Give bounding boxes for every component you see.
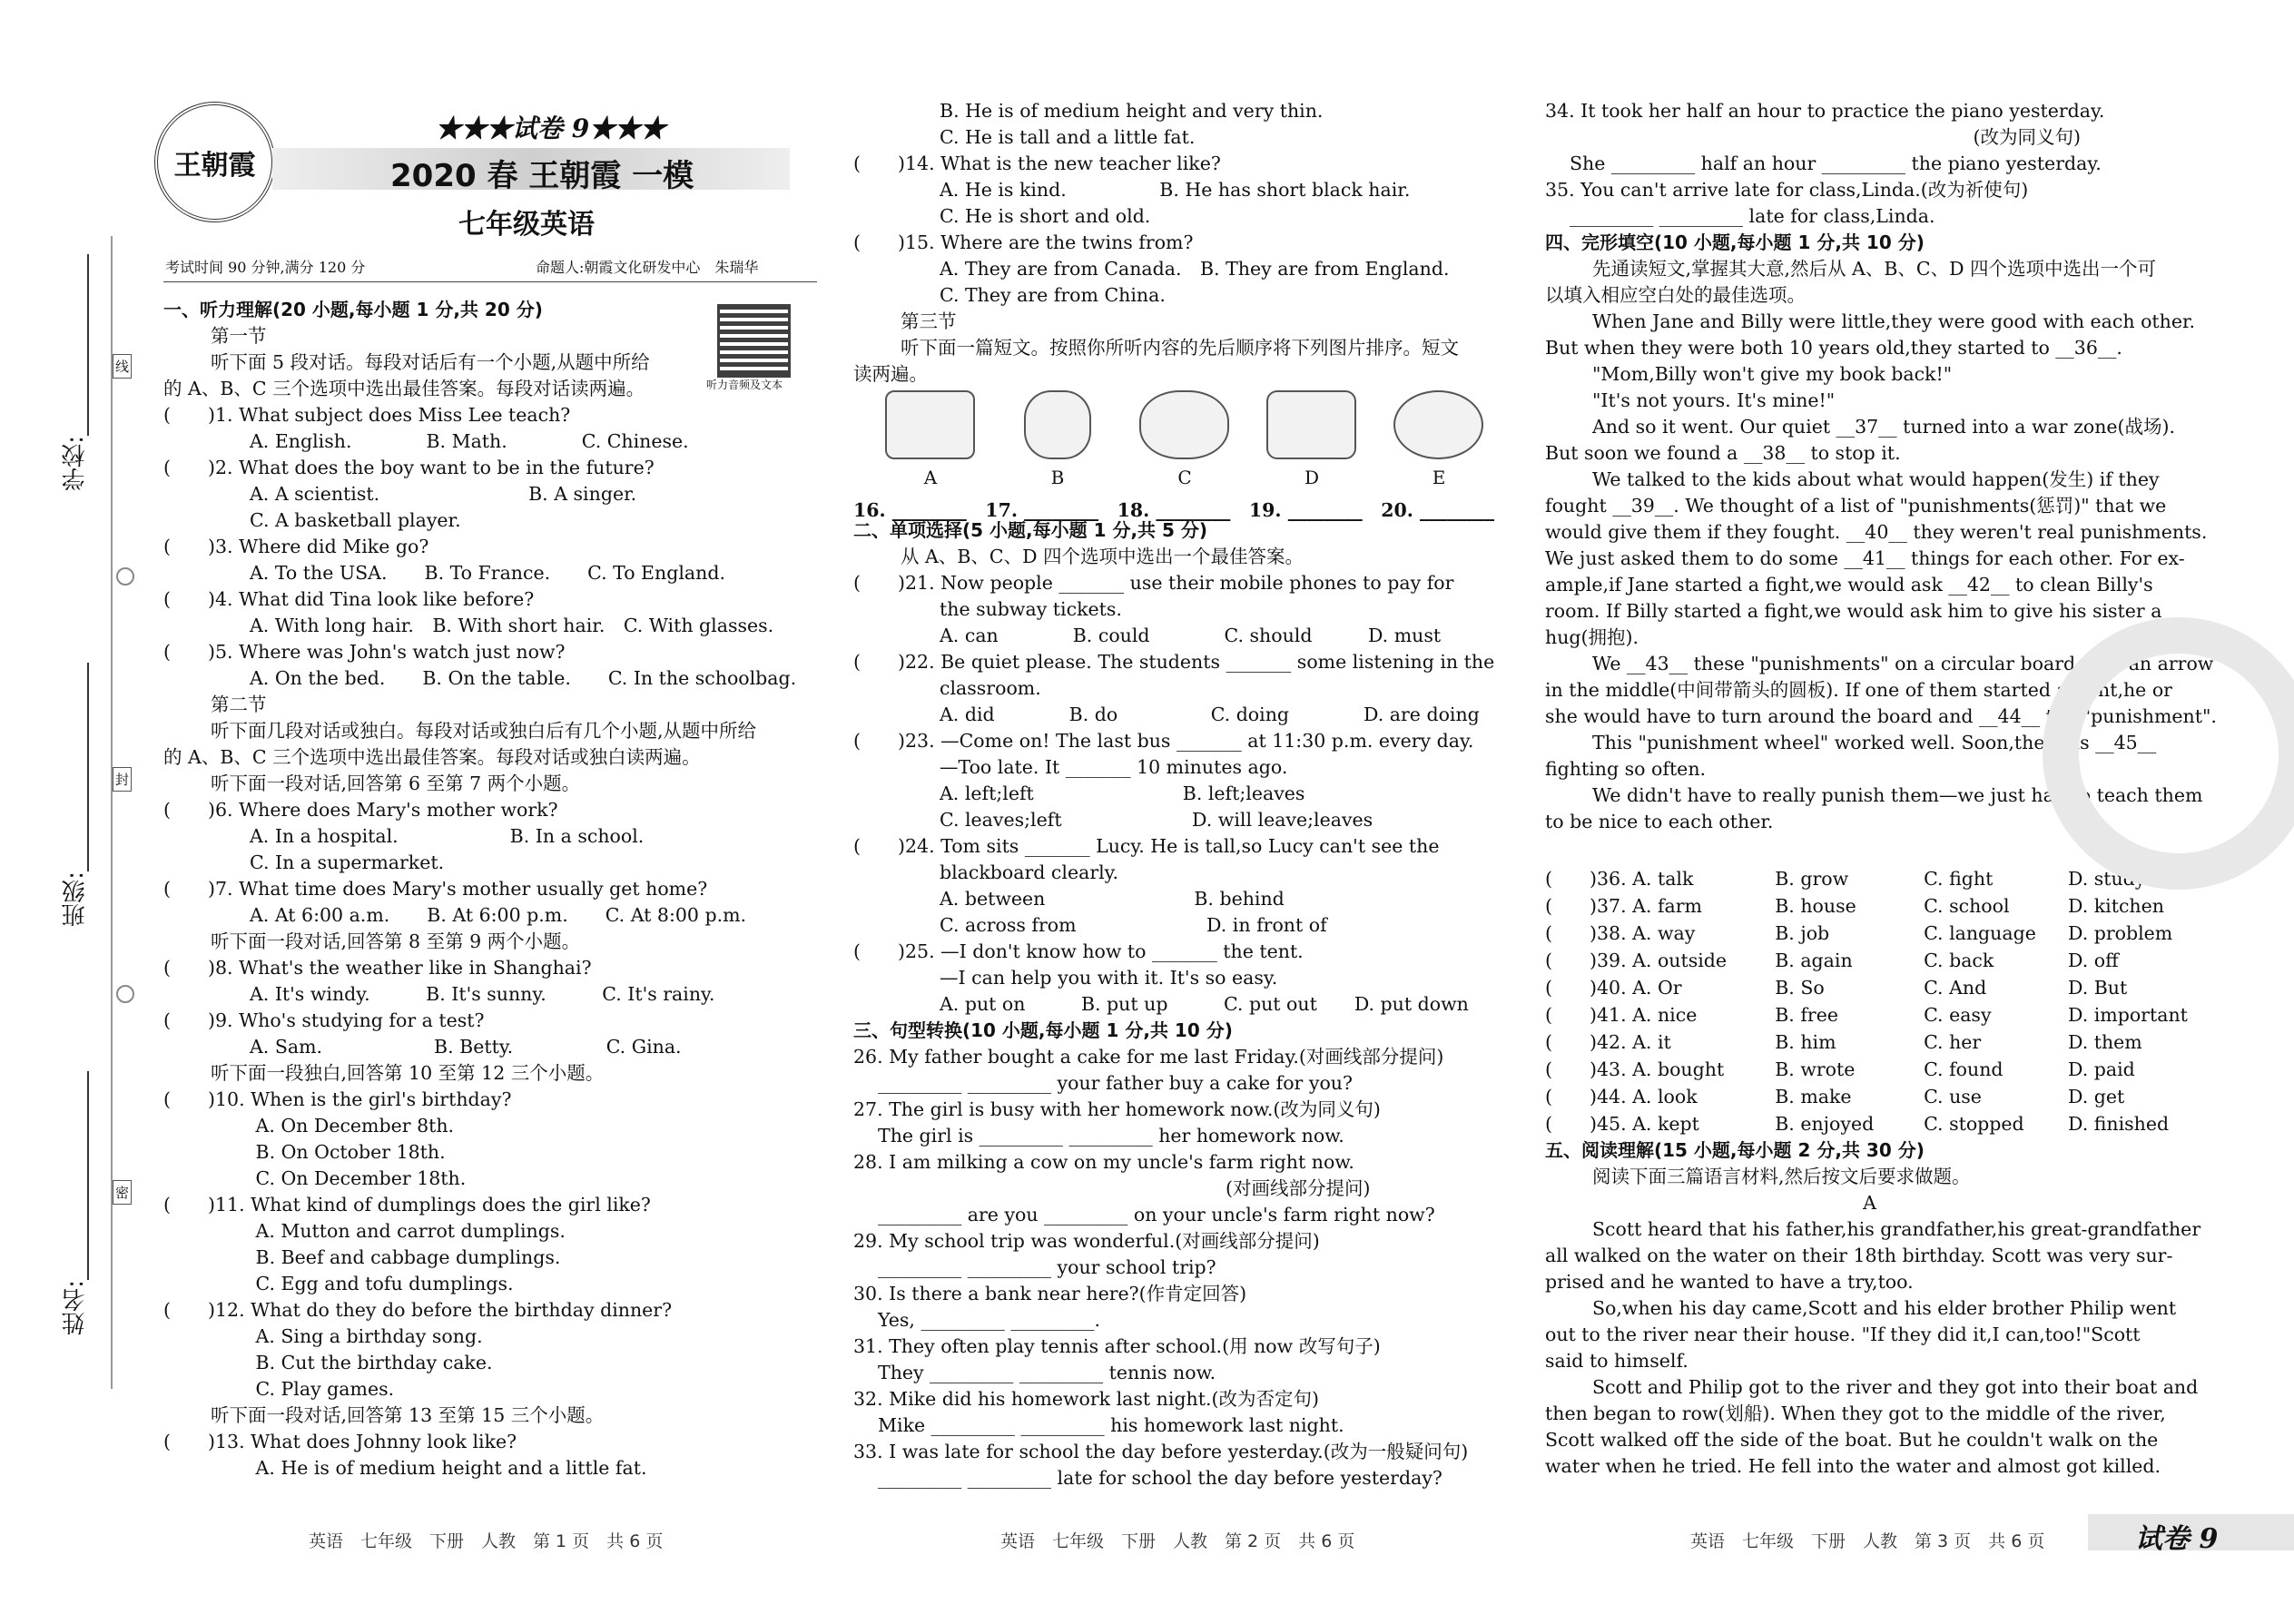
text-line: C. Play games.: [250, 1378, 395, 1400]
text-line: ( )22. Be quiet please. The students _______ some listening in the: [853, 651, 1495, 673]
picture-a-image: [885, 390, 975, 459]
text-line: Yes, _________ _________.: [853, 1309, 1100, 1331]
text-line: 听下面 5 段对话。每段对话后有一个小题,从题中所给: [211, 351, 650, 373]
text-line: 第二节: [211, 694, 267, 715]
text-line: And so it went. Our quiet __37__ turned into a war zone(战场).: [1592, 416, 2176, 438]
qr-caption: 听力音频及文本: [706, 379, 783, 391]
text-line: 从 A、B、C、D 四个选项中选出一个最佳答案。: [901, 546, 1305, 567]
text-line: A. between B. behind: [940, 888, 1285, 910]
picture-b-label: B: [1050, 467, 1065, 488]
picture-e: [1393, 390, 1484, 490]
text-line: _________ _________ your father buy a cake for you?: [853, 1072, 1353, 1094]
cloze-option[interactable]: B. wrote: [1775, 1058, 1856, 1080]
text-line: ( )1. What subject does Miss Lee teach?: [163, 404, 571, 426]
text-line: But when they were both 10 years old,they started to __36__.: [1545, 337, 2122, 359]
text-line: room. If Billy started a fight,we would ask him to give his sister a: [1545, 600, 2162, 622]
cloze-option[interactable]: D. them: [2067, 1031, 2142, 1053]
text-line: Scott heard that his father,his grandfather,his great-grandfather: [1592, 1218, 2201, 1240]
text-line: ( )21. Now people _______ use their mobile phones to pay for: [853, 572, 1454, 594]
section-heading: 三、句型转换(10 小题,每小题 1 分,共 10 分): [853, 1019, 1233, 1041]
section-heading: 五、阅读理解(15 小题,每小题 2 分,共 30 分): [1545, 1139, 1925, 1161]
text-line: 阅读下面三篇语言材料,然后按文后要求做题。: [1592, 1166, 1971, 1187]
cloze-option[interactable]: B. So: [1775, 977, 1825, 999]
cloze-option[interactable]: D. get: [2067, 1086, 2125, 1107]
text-line: C. Egg and tofu dumplings.: [250, 1273, 514, 1294]
text-line: A. He is kind. B. He has short black hair.: [940, 179, 1411, 201]
cloze-question[interactable]: [1545, 865, 2194, 892]
text-line: hug(拥抱).: [1545, 626, 1639, 648]
cloze-option[interactable]: B. again: [1775, 950, 1853, 971]
text-line: 听下面一段对话,回答第 13 至第 15 三个小题。: [211, 1404, 605, 1426]
text-line: ( )10. When is the girl's birthday?: [163, 1088, 512, 1110]
cloze-option[interactable]: C. language: [1924, 922, 2036, 944]
text-line: So,when his day came,Scott and his elder brother Philip went: [1592, 1297, 2177, 1319]
picture-b-image: [1024, 390, 1091, 459]
text-line: 以填入相应空白处的最佳选项。: [1545, 284, 1806, 306]
exam-author: 命题人:朝霞文化研发中心 朱瑞华: [536, 259, 759, 276]
cloze-question[interactable]: [1545, 974, 2194, 1001]
text-line: —Too late. It _______ 10 minutes ago.: [940, 756, 1288, 778]
text-line: We just asked them to do some __41__ things for each other. For ex-: [1545, 547, 2185, 569]
section-heading: 一、听力理解(20 小题,每小题 1 分,共 20 分): [163, 299, 543, 320]
text-line: A. It's windy. B. It's sunny. C. It's rainy.: [250, 983, 715, 1005]
text-line: A. left;left B. left;leaves: [940, 782, 1305, 804]
text-line: 31. They often play tennis after school.(用 now 改写句子): [853, 1335, 1381, 1357]
text-line: ( )3. Where did Mike go?: [163, 536, 429, 557]
text-line: When Jane and Billy were little,they were good with each other.: [1592, 310, 2196, 332]
picture-d: [1266, 390, 1357, 490]
text-line: 30. Is there a bank near here?(作肯定回答): [853, 1283, 1247, 1304]
text-line: C. In a supermarket.: [250, 851, 445, 873]
text-line: 听下面几段对话或独白。每段对话或独白后有几个小题,从题中所给: [211, 720, 757, 742]
text-line: 35. You can't arrive late for class,Linda.(改为祈使句): [1545, 179, 2029, 201]
text-line: A. On December 8th.: [250, 1115, 455, 1137]
page-subtitle: 七年级英语: [458, 209, 595, 241]
text-line: classroom.: [940, 677, 1041, 699]
text-line: ( )2. What does the boy want to be in the future?: [163, 457, 655, 478]
text-line: the subway tickets.: [940, 598, 1122, 620]
text-line: This "punishment wheel" worked well. Soon,the kids __45__: [1592, 732, 2157, 753]
text-line: C. leaves;left D. will leave;leaves: [940, 809, 1373, 831]
text-line: she would have to turn around the board and __44__ the "punishment".: [1545, 705, 2217, 727]
text-line: _________ _________ late for school the day before yesterday?: [853, 1467, 1442, 1489]
picture-order-blanks[interactable]: 16. ________ 17. ________ 18. ________ 19. ________ 20. ________: [853, 499, 1495, 521]
text-line: Mike _________ _________ his homework last night.: [853, 1414, 1344, 1436]
text-line: ( )24. Tom sits _______ Lucy. He is tall,so Lucy can't see the: [853, 835, 1440, 857]
text-line: then began to row(划船). When they got to the middle of the river,: [1545, 1403, 2166, 1424]
cloze-option[interactable]: C. back: [1924, 950, 1994, 971]
picture-b: [1012, 390, 1103, 490]
text-line: _________ _________ late for class,Linda.: [1545, 205, 1935, 227]
cloze-option[interactable]: ( )36. A. talk: [1545, 868, 1694, 890]
picture-e-label: E: [1432, 467, 1446, 488]
cloze-option[interactable]: D. important: [2067, 1004, 2188, 1026]
text-line: 32. Mike did his homework last night.(改为否定句): [853, 1388, 1319, 1410]
text-line: B. Beef and cabbage dumplings.: [250, 1246, 561, 1268]
text-line: B. On October 18th.: [250, 1141, 446, 1163]
cloze-option[interactable]: D. finished: [2067, 1113, 2170, 1135]
listening-section-cont: [853, 98, 1507, 388]
text-line: ( )6. Where does Mary's mother work?: [163, 799, 558, 821]
text-line: 的 A、B、C 三个选项中选出最佳答案。每段对话读两遍。: [163, 378, 645, 399]
cloze-option[interactable]: ( )43. A. bought: [1545, 1058, 1725, 1080]
hole-icon: [116, 985, 134, 1003]
text-line: _________ are you _________ on your uncle's farm right now?: [853, 1204, 1435, 1225]
cloze-option[interactable]: B. make: [1775, 1086, 1852, 1107]
cloze-option[interactable]: B. grow: [1775, 868, 1849, 890]
cloze-option[interactable]: ( )44. A. look: [1545, 1086, 1698, 1107]
text-line: We didn't have to really punish them—we just had to teach them: [1592, 784, 2203, 806]
grammar-section: [853, 517, 1507, 1491]
cloze-option[interactable]: B. him: [1775, 1031, 1836, 1053]
text-line: 28. I am milking a cow on my uncle's farm right now.: [853, 1151, 1354, 1173]
cloze-option[interactable]: ( )42. A. it: [1545, 1031, 1671, 1053]
text-line: fighting so often.: [1545, 758, 1707, 780]
text-line: ( )9. Who's studying for a test?: [163, 1009, 485, 1031]
cloze-option[interactable]: B. enjoyed: [1775, 1113, 1875, 1135]
watermark-seal: [2043, 617, 2294, 890]
text-line: A. He is of medium height and a little fat.: [250, 1457, 647, 1479]
text-line: 第一节: [211, 325, 267, 347]
text-line: They _________ _________ tennis now.: [853, 1362, 1216, 1383]
text-line: ( )25. —I don't know how to _______ the tent.: [853, 940, 1304, 962]
text-line: 29. My school trip was wonderful.(对画线部分提问): [853, 1230, 1320, 1252]
text-line: A. Sam. B. Betty. C. Gina.: [250, 1036, 682, 1058]
cloze-option[interactable]: ( )37. A. farm: [1545, 895, 1702, 917]
text-line: ( )7. What time does Mary's mother usually get home?: [163, 878, 708, 900]
text-line: ( )5. Where was John's watch just now?: [163, 641, 566, 663]
cloze-option[interactable]: C. school: [1924, 895, 2010, 917]
text-line: 读两遍。: [853, 363, 928, 385]
picture-c-image: [1139, 390, 1229, 459]
text-line: 27. The girl is busy with her homework now.(改为同义句): [853, 1098, 1381, 1120]
cloze-option[interactable]: C. easy: [1924, 1004, 1992, 1026]
text-line: water when he tried. He fell into the water and almost got killed.: [1545, 1455, 2161, 1477]
series-label: ★★★试卷 9★★★: [436, 113, 666, 143]
text-line: fought __39__. We thought of a list of "punishments(惩罚)" that we: [1545, 495, 2167, 517]
footer-page-1: 英语 七年级 下册 人教 第 1 页 共 6 页: [309, 1531, 664, 1551]
text-line: A. did B. do C. doing D. are doing: [940, 704, 1480, 725]
text-line: C. He is short and old.: [940, 205, 1151, 227]
text-line: A. They are from Canada. B. They are from England.: [940, 258, 1450, 280]
text-line: all walked on the water on their 18th birthday. Scott was very sur-: [1545, 1245, 2173, 1266]
text-line: 26. My father bought a cake for me last Friday.(对画线部分提问): [853, 1046, 1444, 1068]
text-line: We talked to the kids about what would happen(发生) if they: [1592, 468, 2160, 490]
cloze-option[interactable]: ( )41. A. nice: [1545, 1004, 1698, 1026]
text-line: (对画线部分提问): [853, 1177, 1371, 1199]
text-line: A. In a hospital. B. In a school.: [250, 825, 645, 847]
cloze-option[interactable]: B. free: [1775, 1004, 1838, 1026]
cloze-option[interactable]: B. job: [1775, 922, 1830, 944]
cloze-option[interactable]: ( )39. A. outside: [1545, 950, 1728, 971]
cloze-option[interactable]: D. kitchen: [2067, 895, 2164, 917]
seal-mark-3: 密: [113, 1180, 132, 1205]
text-line: in the middle(中间带箭头的圆板). If one of them started a fight,he or: [1545, 679, 2172, 701]
text-line: ( )13. What does Johnny look like?: [163, 1431, 517, 1452]
reading-section: [1545, 1137, 2201, 1480]
text-line: C. He is tall and a little fat.: [940, 126, 1196, 148]
text-line: said to himself.: [1545, 1350, 1689, 1372]
picture-c-label: C: [1177, 467, 1192, 488]
text-line: out to the river near their house. "If they did it,I can,too!"Scott: [1545, 1324, 2141, 1345]
picture-a-label: A: [923, 467, 938, 488]
text-line: 33. I was late for school the day before yesterday.(改为一般疑问句): [853, 1441, 1469, 1462]
page-title: 2020 春 王朝霞 一模: [390, 158, 694, 194]
text-line: A. With long hair. B. With short hair. C. With glasses.: [250, 615, 774, 636]
text-line: ( )11. What kind of dumplings does the girl like?: [163, 1194, 651, 1216]
name-label: 姓名:: [62, 1280, 89, 1335]
text-line: B. Cut the birthday cake.: [250, 1352, 493, 1373]
exam-info: 考试时间 90 分钟,满分 120 分: [165, 259, 366, 276]
text-line: 的 A、B、C 三个选项中选出最佳答案。每段对话或独白读两遍。: [163, 746, 701, 768]
text-line: A. Sing a birthday song.: [250, 1325, 483, 1347]
class-field[interactable]: [87, 663, 89, 871]
cloze-option[interactable]: D. problem: [2067, 922, 2173, 944]
text-line: —I can help you with it. It's so easy.: [940, 967, 1278, 989]
text-line: ( )12. What do they do before the birthday dinner?: [163, 1299, 673, 1321]
cloze-option[interactable]: D. off: [2067, 950, 2119, 971]
footer-page-3: 英语 七年级 下册 人教 第 3 页 共 6 页: [1690, 1531, 2045, 1551]
cloze-question[interactable]: [1545, 1110, 2194, 1137]
text-line: 先通读短文,掌握其大意,然后从 A、B、C、D 四个选项中选出一个可: [1592, 258, 2157, 280]
text-line: A. To the USA. B. To France. C. To England.: [250, 562, 725, 584]
cloze-option[interactable]: C. fight: [1924, 868, 1994, 890]
cloze-question[interactable]: [1545, 1029, 2194, 1056]
text-line: 34. It took her half an hour to practice the piano yesterday.: [1545, 100, 2105, 122]
cloze-option[interactable]: C. her: [1924, 1031, 1982, 1053]
text-line: C. across from D. in front of: [940, 914, 1327, 936]
text-line: B. He is of medium height and very thin.: [940, 100, 1324, 122]
header-rule: [163, 281, 817, 282]
cloze-question[interactable]: [1545, 1056, 2194, 1083]
section-heading: 二、单项选择(5 小题,每小题 1 分,共 5 分): [853, 519, 1208, 541]
text-line: A. Mutton and carrot dumplings.: [250, 1220, 566, 1242]
cloze-question[interactable]: [1545, 1001, 2194, 1029]
text-line: "Mom,Billy won't give my book back!": [1592, 363, 1953, 385]
text-line: ( )15. Where are the twins from?: [853, 231, 1194, 253]
cloze-option[interactable]: C. And: [1924, 977, 1987, 999]
text-line: to be nice to each other.: [1545, 811, 1774, 832]
text-line: ( )14. What is the new teacher like?: [853, 153, 1221, 174]
seal-mark-1: 线: [113, 354, 132, 379]
text-line: 听下面一篇短文。按照你所听内容的先后顺序将下列图片排序。短文: [901, 337, 1459, 359]
picture-c: [1139, 390, 1230, 490]
text-line: Scott and Philip got to the river and they got into their boat and: [1592, 1376, 2199, 1398]
cloze-question[interactable]: [1545, 1083, 2194, 1110]
text-line: ( )8. What's the weather like in Shanghai?: [163, 957, 592, 979]
text-line: 第三节: [901, 310, 957, 332]
picture-e-image: [1393, 390, 1483, 459]
picture-d-image: [1266, 390, 1356, 459]
text-line: A. English. B. Math. C. Chinese.: [250, 430, 689, 452]
text-line: C. A basketball player.: [250, 509, 461, 531]
cloze-question[interactable]: [1545, 892, 2194, 920]
text-line: _________ _________ your school trip?: [853, 1256, 1216, 1278]
cloze-option[interactable]: D. paid: [2067, 1058, 2135, 1080]
brand-logo: [154, 102, 275, 222]
text-line: "It's not yours. It's mine!": [1592, 389, 1836, 411]
text-line: ample,if Jane started a fight,we would ask __42__ to clean Billy's: [1545, 574, 2153, 595]
footer-page-2: 英语 七年级 下册 人教 第 2 页 共 6 页: [1000, 1531, 1355, 1551]
name-field[interactable]: [87, 1071, 89, 1280]
section-heading: 四、完形填空(10 小题,每小题 1 分,共 10 分): [1545, 231, 1925, 253]
school-field[interactable]: [87, 254, 89, 436]
text-line: She _________ half an hour _________ the piano yesterday.: [1545, 153, 2102, 174]
text-line: We __43__ these "punishments" on a circular board with an arrow: [1592, 653, 2214, 674]
text-line: 听下面一段对话,回答第 8 至第 9 两个小题。: [211, 930, 581, 952]
text-line: A. A scientist. B. A singer.: [250, 483, 637, 505]
text-line: A. On the bed. B. On the table. C. In the schoolbag.: [250, 667, 797, 689]
picture-row: [885, 390, 1484, 490]
text-line: 听下面一段对话,回答第 6 至第 7 两个小题。: [211, 773, 581, 794]
text-line: Scott walked off the side of the boat. But he couldn't walk on the: [1545, 1429, 2159, 1451]
footer-badge-text: 试卷 9: [2135, 1523, 2219, 1555]
brand-logo-text: 王朝霞: [173, 149, 256, 182]
text-line: But soon we found a __38__ to stop it.: [1545, 442, 1901, 464]
cloze-option[interactable]: C. use: [1924, 1086, 1982, 1107]
text-line: would give them if they fought. __40__ they weren't real punishments.: [1545, 521, 2208, 543]
school-label: 学校:: [62, 436, 89, 491]
text-line: A: [1863, 1192, 1876, 1214]
text-line: (改为同义句): [1545, 126, 2081, 148]
text-line: C. On December 18th.: [250, 1167, 467, 1189]
cloze-option[interactable]: D. study: [2067, 868, 2146, 890]
picture-d-label: D: [1304, 467, 1320, 488]
text-line: A. put on B. put up C. put out D. put down: [940, 993, 1469, 1015]
text-line: The girl is _________ _________ her homework now.: [853, 1125, 1344, 1147]
text-line: blackboard clearly.: [940, 861, 1119, 883]
cloze-option[interactable]: ( )38. A. way: [1545, 922, 1696, 944]
cloze-option[interactable]: B. house: [1775, 895, 1856, 917]
class-label: 班级:: [62, 871, 89, 927]
hole-icon: [116, 567, 134, 586]
cloze-options: [1545, 865, 2194, 1137]
cloze-option[interactable]: ( )45. A. kept: [1545, 1113, 1699, 1135]
text-line: ( )4. What did Tina look like before?: [163, 588, 535, 610]
cloze-option[interactable]: C. found: [1924, 1058, 2004, 1080]
text-line: C. They are from China.: [940, 284, 1166, 306]
text-line: A. can B. could C. should D. must: [940, 625, 1442, 646]
cloze-option[interactable]: C. stopped: [1924, 1113, 2024, 1135]
binding-line: [111, 236, 113, 1389]
seal-mark-2: 封: [113, 767, 132, 792]
picture-a: [885, 390, 976, 490]
text-line: 听下面一段独白,回答第 10 至第 12 三个小题。: [211, 1062, 605, 1084]
listening-section: [163, 297, 822, 1481]
cloze-question[interactable]: [1545, 920, 2194, 947]
text-line: A. At 6:00 a.m. B. At 6:00 p.m. C. At 8:00 p.m.: [250, 904, 747, 926]
text-line: ( )23. —Come on! The last bus _______ at 11:30 p.m. every day.: [853, 730, 1474, 752]
cloze-option[interactable]: D. But: [2067, 977, 2128, 999]
cloze-option[interactable]: ( )40. A. Or: [1545, 977, 1682, 999]
cloze-question[interactable]: [1545, 947, 2194, 974]
text-line: prised and he wanted to have a try,too.: [1545, 1271, 1914, 1293]
